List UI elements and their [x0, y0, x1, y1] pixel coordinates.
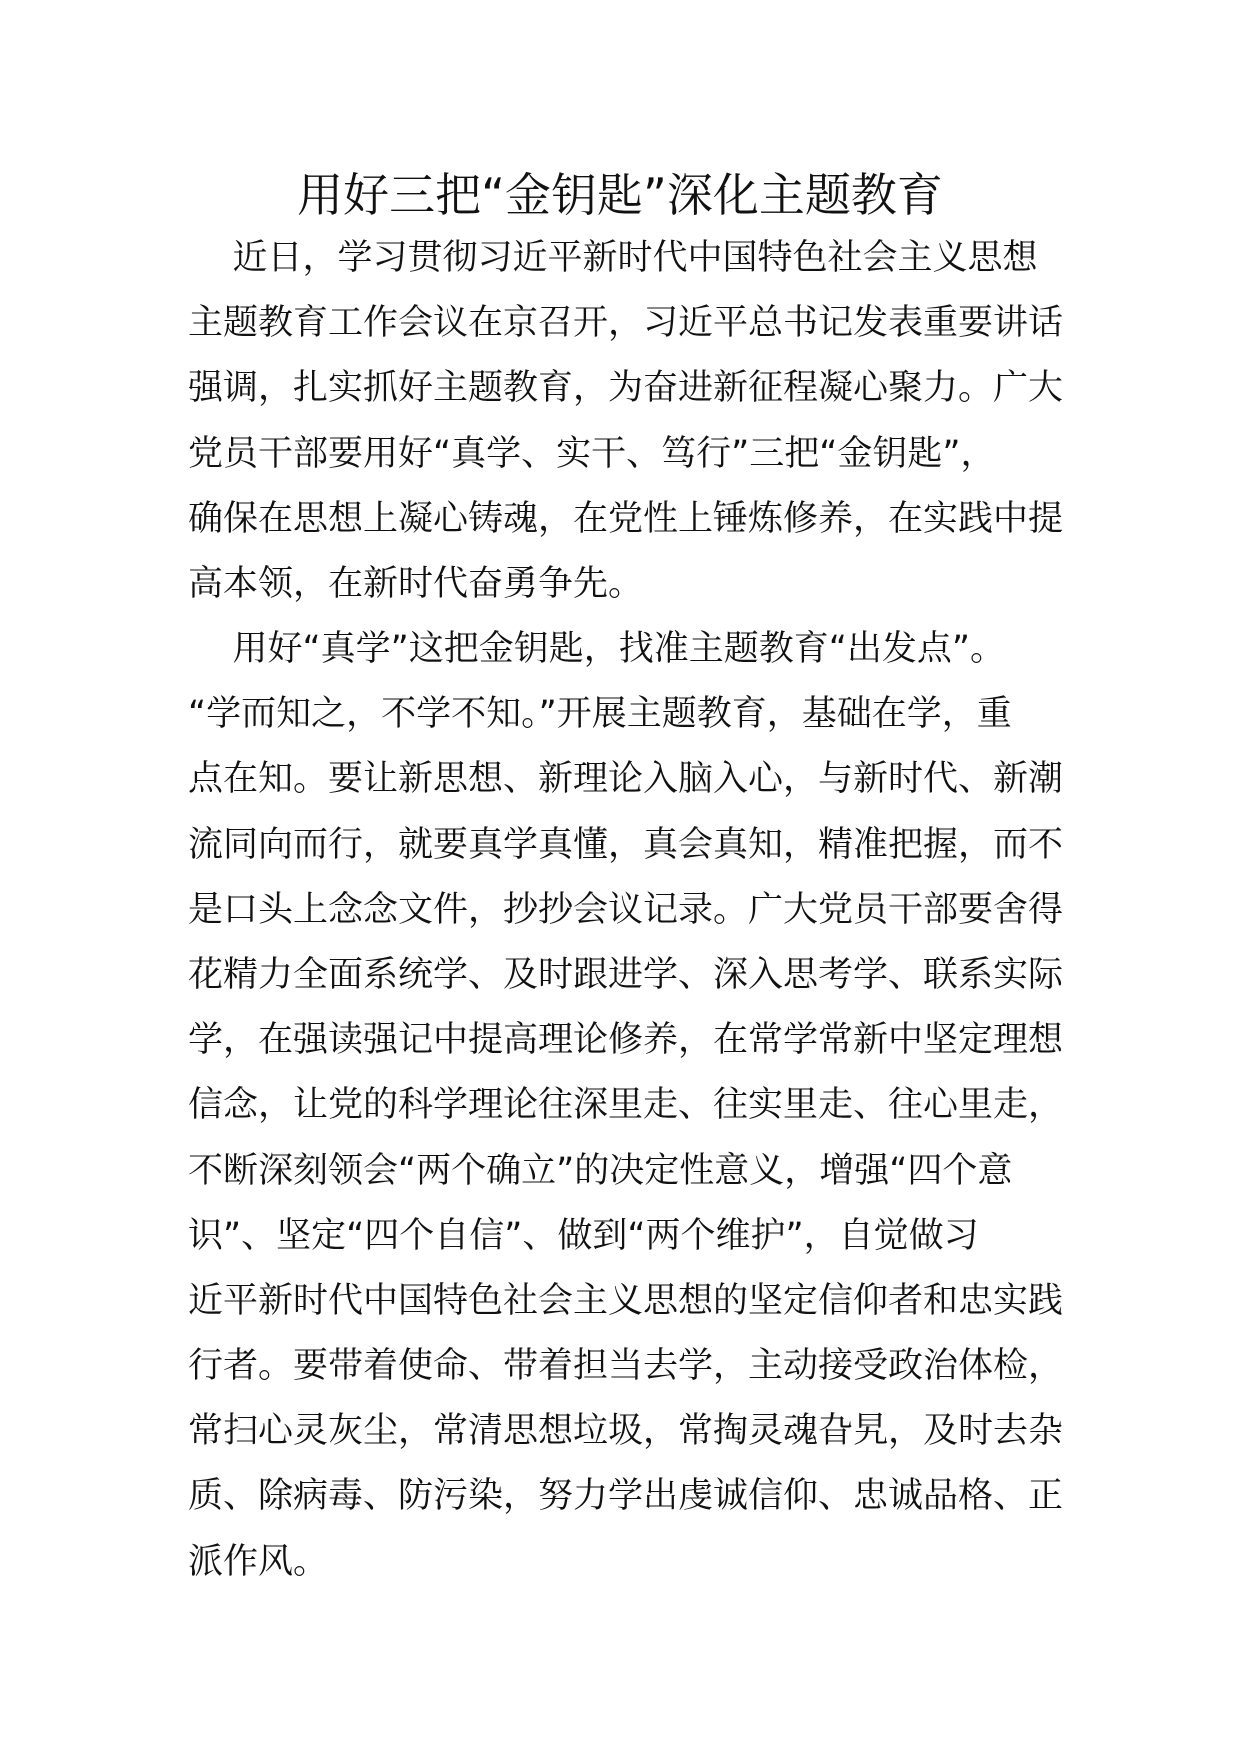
- paragraph-1: [188, 226, 1068, 617]
- paragraph-line: 点在知。要让新思想、新理论入脑入心，与新时代、新潮: [188, 759, 1064, 800]
- paragraph-line: 是口头上念念文件，抄抄会议记录。广大党员干部要舍得: [188, 889, 1064, 930]
- paragraph-line: 识”、坚定“四个自信”、做到“两个维护”，自觉做习: [188, 1215, 979, 1256]
- paragraph-line: 用好“真学”这把金钥匙，找准主题教育“出发点”。: [188, 629, 1006, 669]
- paragraph-line: 强调，扎实抓好主题教育，为奋进新征程凝心聚力。广大: [188, 368, 1064, 409]
- paragraph-line: 质、除病毒、防污染，努力学出虔诚信仰、忠诚品格、正: [188, 1476, 1064, 1517]
- paragraph-2: [188, 617, 1068, 1595]
- paragraph-line: 主题教育工作会议在京召开，习近平总书记发表重要讲话: [188, 303, 1064, 344]
- paragraph-line: 花精力全面系统学、及时跟进学、深入思考学、联系实际: [188, 954, 1064, 995]
- paragraph-line: 近平新时代中国特色社会主义思想的坚定信仰者和忠实践: [188, 1280, 1064, 1321]
- paragraph-line: “学而知之，不学不知。”开展主题教育，基础在学，重: [188, 694, 1012, 735]
- paragraph-line: 近日，学习贯彻习近平新时代中国特色社会主义思想: [188, 238, 1038, 278]
- paragraph-line: 流同向而行，就要真学真懂，真会真知，精准把握，而不: [188, 824, 1064, 865]
- paragraph-line: 行者。要带着使命、带着担当去学，主动接受政治体检，: [188, 1346, 1064, 1387]
- paragraph-line: 学，在强读强记中提高理论修养，在常学常新中坚定理想: [188, 1020, 1064, 1061]
- document-title: 用好三把“金钥匙”深化主题教育: [297, 168, 943, 222]
- paragraph-line: 派作风。: [188, 1541, 329, 1582]
- paragraph-line: 高本领，在新时代奋勇争先。: [188, 563, 644, 604]
- paragraph-line: 党员干部要用好“真学、实干、笃行”三把“金钥匙”，: [188, 433, 996, 474]
- paragraph-line: 不断深刻领会“两个确立”的决定性意义，增强“四个意: [188, 1150, 1013, 1191]
- paragraph-line: 确保在思想上凝心铸魂，在党性上锤炼修养，在实践中提: [188, 498, 1064, 539]
- paragraph-line: 信念，让党的科学理论往深里走、往实里走、往心里走，: [188, 1085, 1064, 1126]
- paragraph-line: 常扫心灵灰尘，常清思想垃圾，常掏灵魂旮旯，及时去杂: [188, 1411, 1064, 1452]
